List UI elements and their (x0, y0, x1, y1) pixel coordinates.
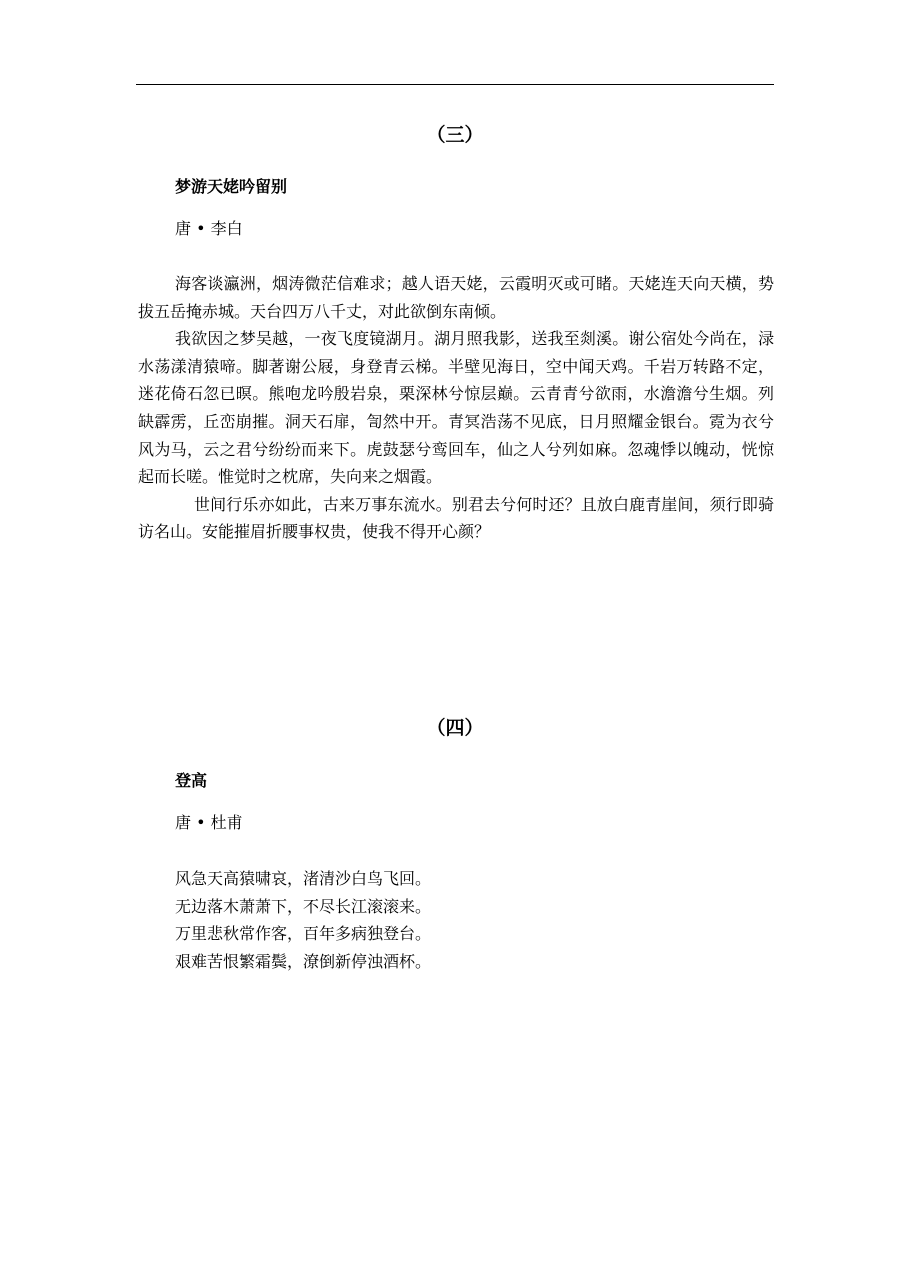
poem-title-mengyou: 梦游天姥吟留别 (175, 177, 288, 196)
paragraph-1: 海客谈瀛洲，烟涛微茫信难求；越人语天姥，云霞明灭或可睹。天姥连天向天横，势拔五岳掩赤城。天台四万八千丈，对此欲倒东南倾。 (138, 274, 774, 321)
verse-line: 艰难苦恨繁霜鬓，潦倒新停浊酒杯。 (175, 951, 432, 971)
verse-line: 万里悲秋常作客，百年多病独登台。 (175, 924, 432, 944)
paragraph-3: 世间行乐亦如此，古来万事东流水。别君去兮何时还？且放白鹿青崖间，须行即骑访名山。安能摧眉折腰事权贵，使我不得开心颜？ (138, 494, 774, 542)
poem-body-denggao (175, 865, 431, 975)
poem-title-denggao: 登高 (175, 771, 208, 790)
header-rule (136, 84, 774, 85)
poem-body-mengyou (138, 270, 774, 546)
section-3-heading: （三） (426, 124, 484, 146)
poem-author-libai: 唐 • 李白 (175, 219, 243, 238)
poem-author-dufu: 唐 • 杜甫 (175, 813, 243, 832)
paragraph-2: 我欲因之梦吴越，一夜飞度镜湖月。湖月照我影，送我至剡溪。谢公宿处今尚在，渌水荡漾清猿啼。脚著谢公屐，身登青云梯。半壁见海日，空中闻天鸡。千岩万转路不定，迷花倚石忽已暝。熊咆龙吟殷岩泉，栗深林兮惊层巅。云青青兮欲雨，水澹澹兮生烟。列缺霹雳，丘峦崩摧。洞天石扉，訇然中开。青冥浩荡不见底，日月照耀金银台。霓为衣兮风为马，云之君兮纷纷而来下。虎鼓瑟兮鸾回车，仙之人兮列如麻。忽魂悸以魄动，恍惊起而长嗟。惟觉时之枕席，失向来之烟霞。 (138, 329, 774, 487)
verse-line: 无边落木萧萧下，不尽长江滚滚来。 (175, 896, 432, 916)
verse-line: 风急天高猿啸哀，渚清沙白鸟飞回。 (175, 869, 432, 888)
section-4-heading: （四） (426, 717, 484, 739)
